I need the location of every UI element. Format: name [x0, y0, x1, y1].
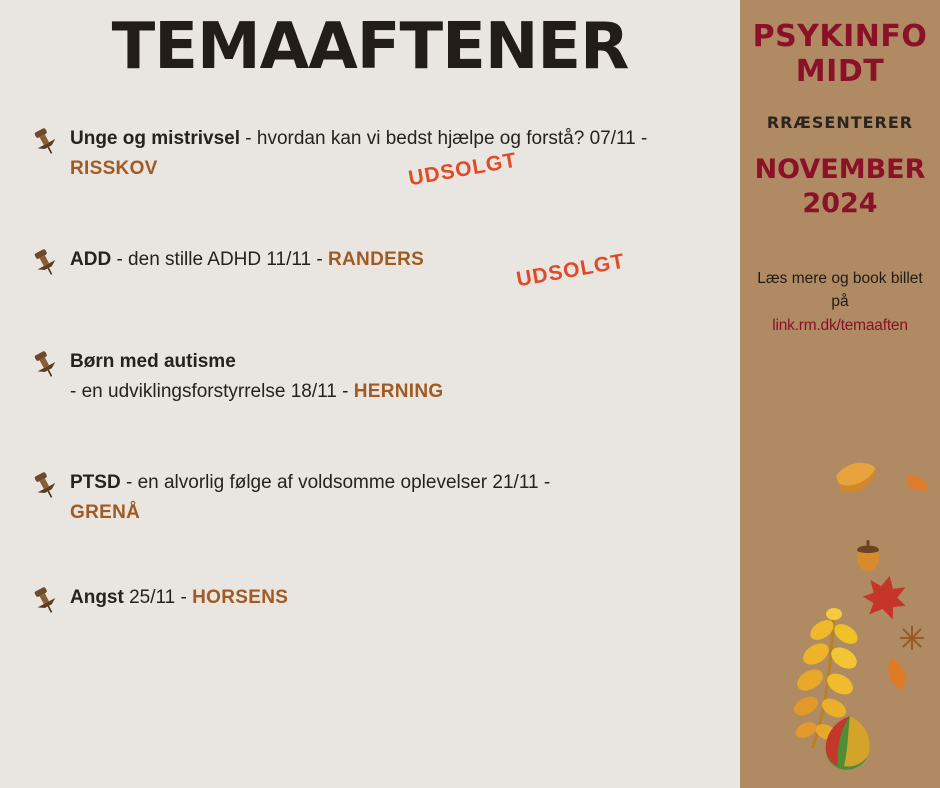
pushpin-icon: [30, 349, 60, 379]
pushpin-icon: [30, 126, 60, 156]
page-title: TEMAAFTENER: [111, 10, 629, 84]
pushpin-icon: [30, 585, 60, 615]
event-title: Angst: [70, 587, 124, 609]
list-item: [24, 124, 740, 191]
autumn-leaves-decoration: [740, 440, 940, 788]
brand-line-1: PSYKINFO: [752, 19, 928, 54]
event-title: PTSD: [70, 472, 121, 494]
event-title: ADD: [70, 249, 112, 271]
booking-text: Læs mere og book billet på: [757, 269, 923, 311]
event-city: GRENÅ: [70, 501, 141, 523]
poster-sidebar: [740, 0, 940, 788]
status-badge: UDSOLGT: [514, 249, 627, 292]
list-item: [24, 583, 740, 623]
event-desc: - en udviklingsforstyrrelse 18/11 -: [70, 380, 354, 402]
booking-link[interactable]: link.rm.dk/temaaften: [772, 317, 908, 335]
event-title: Børn med autisme: [70, 351, 236, 373]
events-list: [0, 124, 740, 623]
list-item: [24, 245, 740, 292]
event-text: [70, 124, 710, 183]
presents-label: RRÆSENTERER: [766, 113, 914, 132]
event-city: HERNING: [353, 380, 444, 402]
event-title: Unge og mistrivsel: [70, 128, 240, 150]
year-label: 2024: [802, 188, 878, 220]
brand-name: [740, 20, 940, 89]
pushpin-icon: [30, 247, 60, 277]
list-item: [24, 468, 740, 527]
event-desc: - den stille ADHD 11/11 -: [111, 249, 329, 271]
month-label: NOVEMBER: [754, 154, 926, 185]
event-desc: - hvordan kan vi bedst hjælpe og forstå? 07/11 -: [240, 128, 648, 150]
event-text: [70, 468, 710, 527]
event-city: HORSENS: [192, 587, 289, 609]
event-desc: 25/11 -: [123, 587, 193, 609]
event-text: [70, 583, 710, 612]
event-desc: - en alvorlig følge af voldsomme oplevelser 21/11 -: [120, 472, 551, 494]
brand-line-2: MIDT: [795, 53, 885, 89]
list-item: [24, 347, 740, 406]
event-text: [70, 347, 710, 406]
event-city: RISSKOV: [70, 157, 158, 179]
event-city: RANDERS: [328, 249, 425, 271]
status-badge: UDSOLGT: [406, 149, 519, 191]
pushpin-icon: [30, 470, 60, 500]
